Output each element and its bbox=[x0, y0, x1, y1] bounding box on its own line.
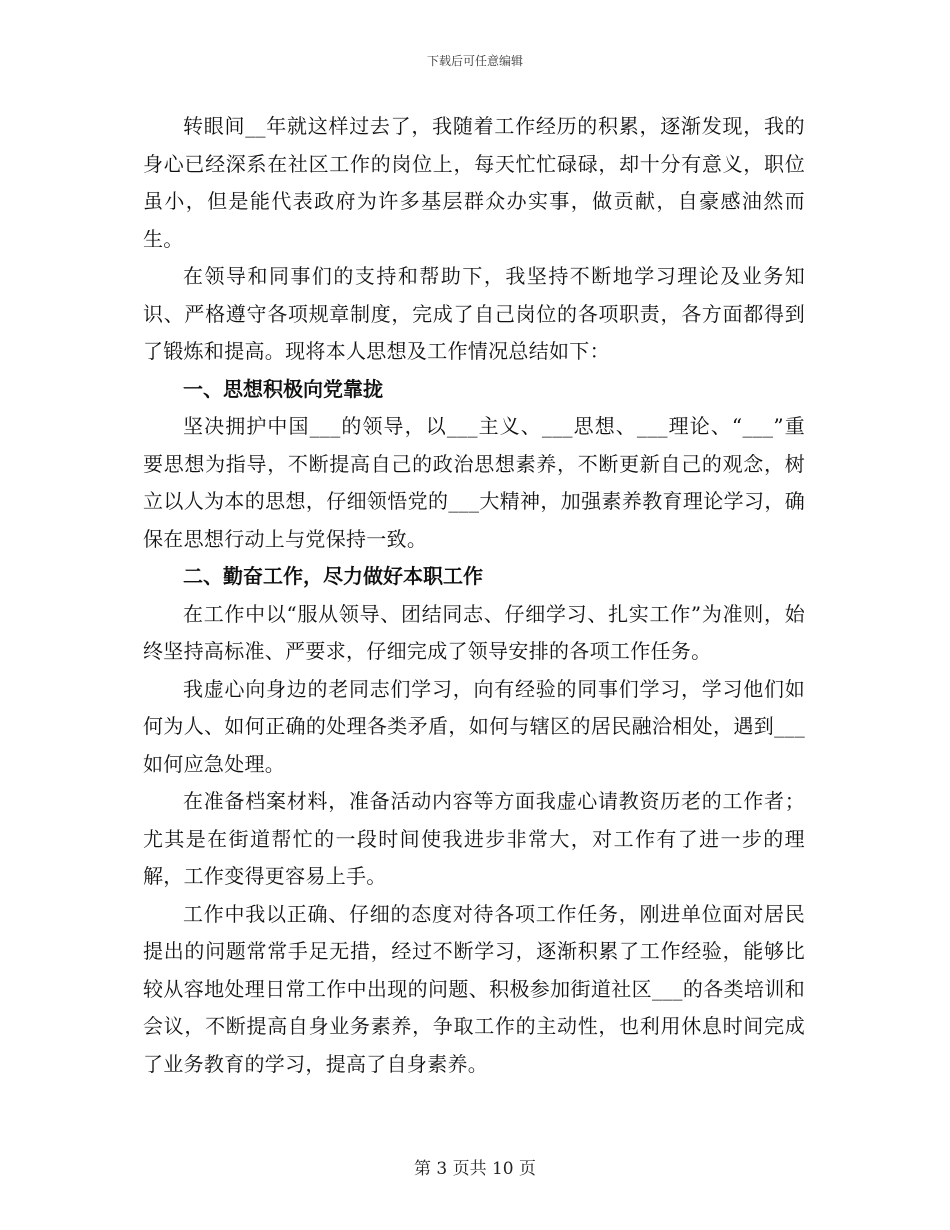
section-heading-work: 二、勤奋工作，尽力做好本职工作 bbox=[183, 564, 483, 588]
paragraph-work-attitude: 工作中我以正确、仔细的态度对待各项工作任务，刚进单位面对居民提出的问题常常手足无措，经过不断学习，逐渐积累了工作经验，能够比较从容地处理日常工作中出现的问题、积极参加街道社区___的各类培训和会议，不断提高自身业务素养，争取工作的主动性，也利用休息时间完成了业务教育的学习，提高了自身素养。 bbox=[143, 901, 805, 1076]
page-header-note: 下载后可任意编辑 bbox=[426, 54, 523, 68]
section-heading-thought: 一、思想积极向党靠拢 bbox=[183, 376, 383, 401]
page-number: 第 3 页共 10 页 bbox=[413, 1159, 537, 1179]
paragraph-learn-colleagues: 我虚心向身边的老同志们学习，向有经验的同事们学习，学习他们如何为人、如何正确的处理各类矛盾，如何与辖区的居民融洽相处，遇到___如何应急处理。 bbox=[143, 676, 805, 776]
paragraph-summary-lead: 在领导和同事们的支持和帮助下，我坚持不断地学习理论及业务知识、严格遵守各项规章制度，完成了自己岗位的各项职责，各方面都得到了锻炼和提高。现将本人思想及工作情况总结如下： bbox=[143, 264, 805, 363]
paragraph-thought: 坚决拥护中国___的领导，以___主义、___思想、___理论、“___”重要思想为指导，不断提高自己的政治思想素养，不断更新自己的观念，树立以人为本的思想，仔细领悟党的___大精神，加强素养教育理论学习，确保在思想行动上与党保持一致。 bbox=[143, 414, 805, 551]
document-body bbox=[143, 108, 805, 1083]
paragraph-work-principle: 在工作中以“服从领导、团结同志、仔细学习、扎实工作”为准则，始终坚持高标准、严要求，仔细完成了领导安排的各项工作任务。 bbox=[143, 601, 805, 663]
paragraph-intro: 转眼间__年就这样过去了，我随着工作经历的积累，逐渐发现，我的身心已经深系在社区工作的岗位上，每天忙忙碌碌，却十分有意义，职位虽小，但是能代表政府为许多基层群众办实事，做贡献，自豪感油然而生。 bbox=[143, 114, 805, 251]
paragraph-archive-prep: 在准备档案材料，准备活动内容等方面我虚心请教资历老的工作者；尤其是在街道帮忙的一段时间使我进步非常大，对工作有了进一步的理解，工作变得更容易上手。 bbox=[143, 789, 805, 888]
